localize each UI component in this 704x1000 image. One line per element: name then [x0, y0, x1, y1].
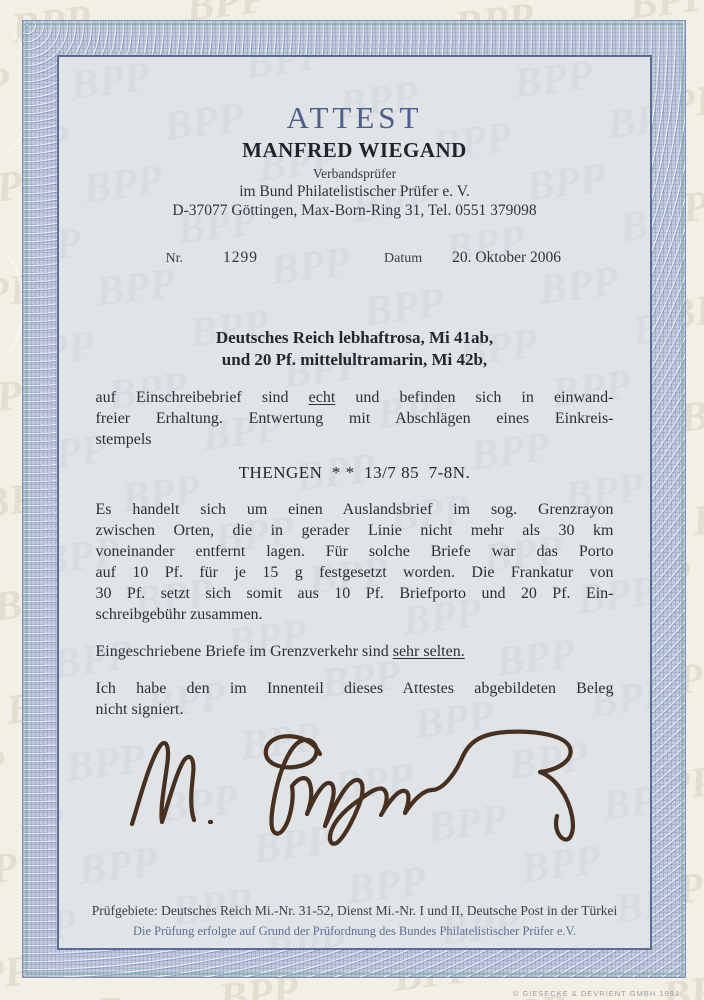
examiner-name: MANFRED WIEGAND — [242, 138, 467, 162]
certificate-content — [96, 57, 614, 852]
text-line: zwischen Orten, die in gerader Linie nicht mehr als 30 km — [95, 522, 614, 539]
text-line: nicht signiert. — [95, 701, 184, 718]
examiner-organization: im Bund Philatelistischer Prüfer e. V. — [239, 183, 470, 200]
text-line — [96, 387, 614, 408]
certificate-meta-row — [96, 247, 614, 269]
paragraph-explanation — [96, 499, 614, 625]
text-line: 30 Pf. setzt sich somit aus 10 Pf. Briefporto und 20 Pf. Ein- — [95, 585, 614, 602]
signature-ink-icon — [124, 720, 594, 850]
text-line: stempels — [95, 431, 152, 448]
underlined-text: echt — [308, 389, 336, 406]
certificate-panel — [57, 55, 652, 950]
paragraph-not-signed — [96, 678, 614, 720]
text-line — [96, 641, 614, 662]
subject-line-1: Deutsches Reich lebhaftrosa, Mi 41ab, — [215, 328, 494, 347]
text-line: auf 10 Pf. für je 15 g festgesetzt worden. Die Frankatur von — [95, 564, 614, 581]
paragraph-rarity — [96, 641, 614, 662]
text-line: Es handelt sich um einen Auslandsbrief im sog. Grenzrayon — [95, 501, 614, 518]
signature — [124, 720, 614, 852]
footer-expertise-areas: Prüfgebiete: Deutsches Reich Mi.-Nr. 31-52, Dienst Mi.-Nr. I und II, Deutsche Post in der Türkei — [91, 903, 618, 918]
document-title: ATTEST — [286, 100, 423, 135]
text-line: Ich habe den im Innenteil dieses Attestes abgebildeten Beleg — [95, 680, 614, 697]
certificate-number: 1299 — [223, 249, 258, 266]
text-line: voneinander entfernt lagen. Für solche Briefe war das Porto — [95, 543, 614, 560]
examiner-role: Verbandsprüfer — [312, 166, 397, 181]
number-label: Nr. — [165, 251, 183, 266]
text-line: schreibgebühr zusammen. — [95, 606, 263, 623]
printer-imprint: © GIESECKE & DEVRIENT GMBH 1991 — [512, 989, 680, 998]
date-label: Datum — [384, 251, 423, 266]
text-segment: Eingeschriebene Briefe im Grenzverkehr sind — [95, 643, 393, 660]
certificate-date: 20. Oktober 2006 — [452, 249, 562, 266]
text-segment: auf Einschreibebrief sind — [95, 389, 309, 406]
footer-regulation-note: Die Prüfung erfolgte auf Grund der Prüfordnung des Bundes Philatelistischer Prüfer e.V. — [132, 924, 577, 938]
certificate-footer — [59, 902, 650, 939]
text-line: freier Erhaltung. Entwertung mit Abschlägen eines Einkreis- — [95, 410, 614, 427]
guilloche-border — [22, 20, 686, 978]
examiner-address: D-37077 Göttingen, Max-Born-Ring 31, Tel. 0551 379098 — [172, 202, 537, 219]
text-segment: und befinden sich in einwand- — [335, 389, 614, 406]
underlined-text: sehr selten. — [392, 643, 465, 660]
subject-line-2: und 20 Pf. mittelultramarin, Mi 42b, — [221, 350, 488, 369]
postmark-line: THENGEN * * 13/7 85 7-8N. — [238, 463, 471, 482]
paragraph-authenticity — [96, 387, 614, 450]
subject-heading — [96, 327, 614, 371]
